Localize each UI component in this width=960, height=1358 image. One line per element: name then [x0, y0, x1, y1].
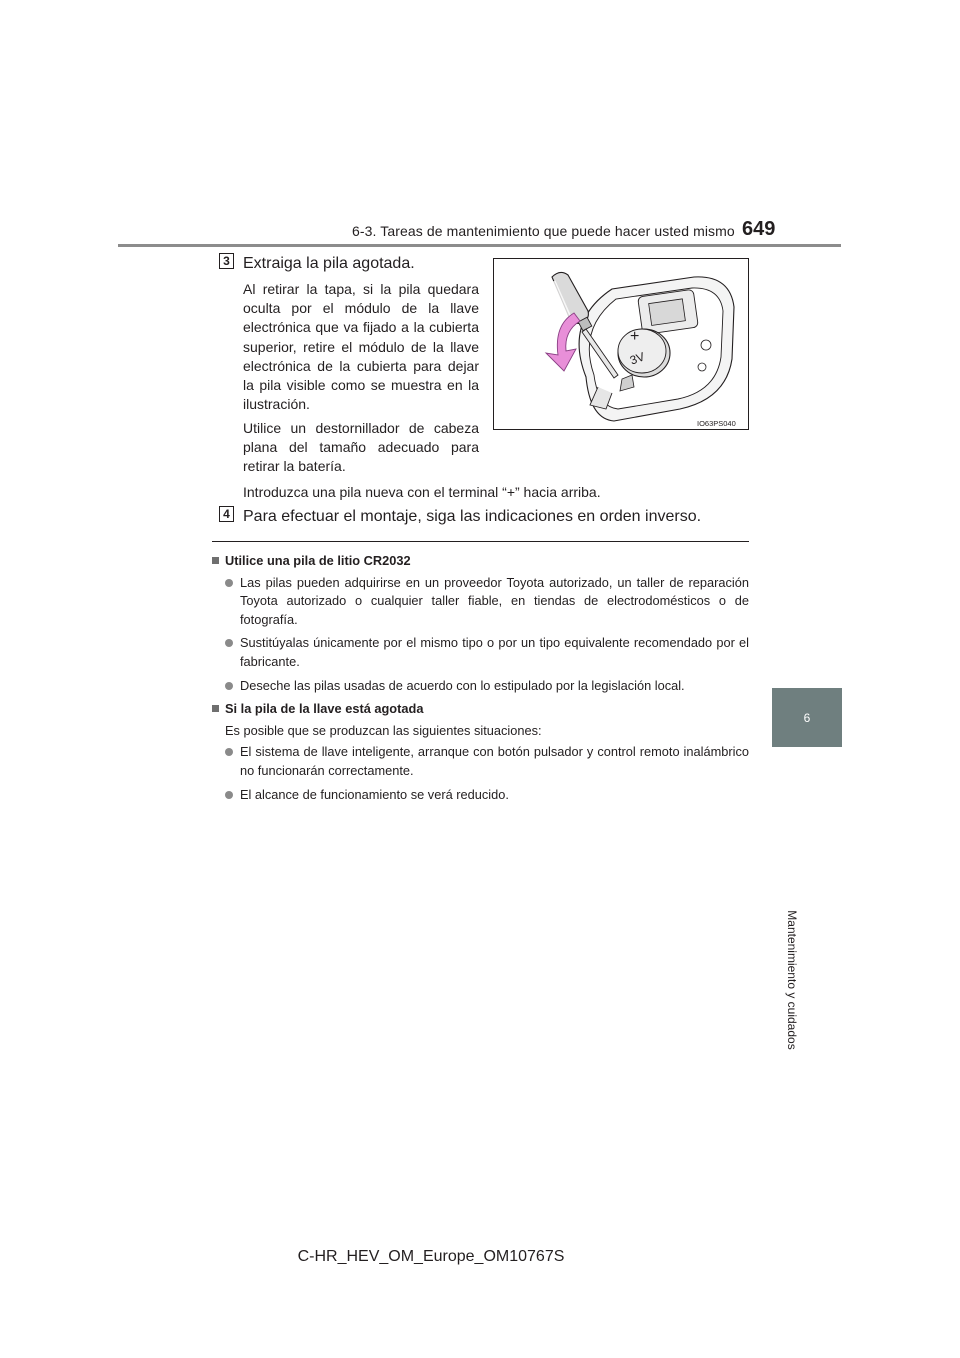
- step-3-title: Extraiga la pila agotada.: [243, 255, 415, 272]
- step-4-title: Para efectuar el montaje, siga las indicaciones en orden inverso.: [243, 508, 702, 525]
- chapter-tab: [772, 688, 842, 747]
- figure-code: IO63PS040: [697, 419, 736, 428]
- section-title: 6-3. Tareas de mantenimiento que puede hacer usted mismo: [352, 223, 735, 239]
- section-rule: [212, 541, 749, 542]
- step-3-paragraph-1: Al retirar la tapa, si la pila quedara oculta por el módulo de la llave electrónica que va fijado a la cubierta superior, retire el módulo de la llave electrónica de la cubierta para dejar la pila visible como se muestra en la ilustración.: [243, 281, 479, 413]
- list-item: El alcance de funcionamiento se verá reducido.: [225, 786, 749, 805]
- square-bullet-icon: [212, 557, 219, 564]
- battery-plus-label: +: [630, 328, 640, 345]
- rotation-arrow-icon: [546, 313, 580, 371]
- list-item: Las pilas pueden adquirirse en un proveedor Toyota autorizado, un taller de reparación Toyota autorizado o cualquier taller fiable, en tiendas de electrodomésticos o de fotografía.: [225, 574, 749, 630]
- list-item: Deseche las pilas usadas de acuerdo con lo estipulado por la legislación local.: [225, 677, 749, 696]
- chapter-label: Mantenimiento y cuidados: [785, 910, 799, 1050]
- step-number-3: 3: [219, 253, 234, 269]
- key-fob-drawing: [494, 259, 748, 429]
- bullet-dot-icon: [225, 682, 233, 690]
- document-code: C-HR_HEV_OM_Europe_OM10767S: [297, 1248, 565, 1265]
- step-3-paragraph-2: Utilice un destornillador de cabeza plana del tamaño adecuado para retirar la batería.: [243, 420, 479, 475]
- step-number-4: 4: [219, 506, 234, 522]
- bullet-dot-icon: [225, 579, 233, 587]
- list-item: Sustitúyalas únicamente por el mismo tipo o por un tipo equivalente recomendado por el fabricante.: [225, 634, 749, 671]
- step-3-paragraph-3: Introduzca una pila nueva con el terminal “+” hacia arriba.: [243, 484, 601, 500]
- chapter-number: 6: [803, 710, 811, 725]
- bullet-dot-icon: [225, 748, 233, 756]
- list-item: El sistema de llave inteligente, arranque con botón pulsador y control remoto inalámbrico no funcionarán correctamente.: [225, 743, 749, 780]
- bullet-dot-icon: [225, 791, 233, 799]
- note-heading: Si la pila de la llave está agotada: [212, 700, 749, 719]
- notes-section: [212, 552, 749, 809]
- page-number: 649: [742, 218, 776, 240]
- square-bullet-icon: [212, 705, 219, 712]
- note-text: Es posible que se produzcan las siguientes situaciones:: [225, 722, 542, 738]
- note-heading: Utilice una pila de litio CR2032: [212, 552, 749, 571]
- battery-removal-illustration: [493, 258, 749, 430]
- battery-voltage-label: 3V: [627, 349, 647, 368]
- bullet-dot-icon: [225, 639, 233, 647]
- header-rule: [118, 244, 841, 247]
